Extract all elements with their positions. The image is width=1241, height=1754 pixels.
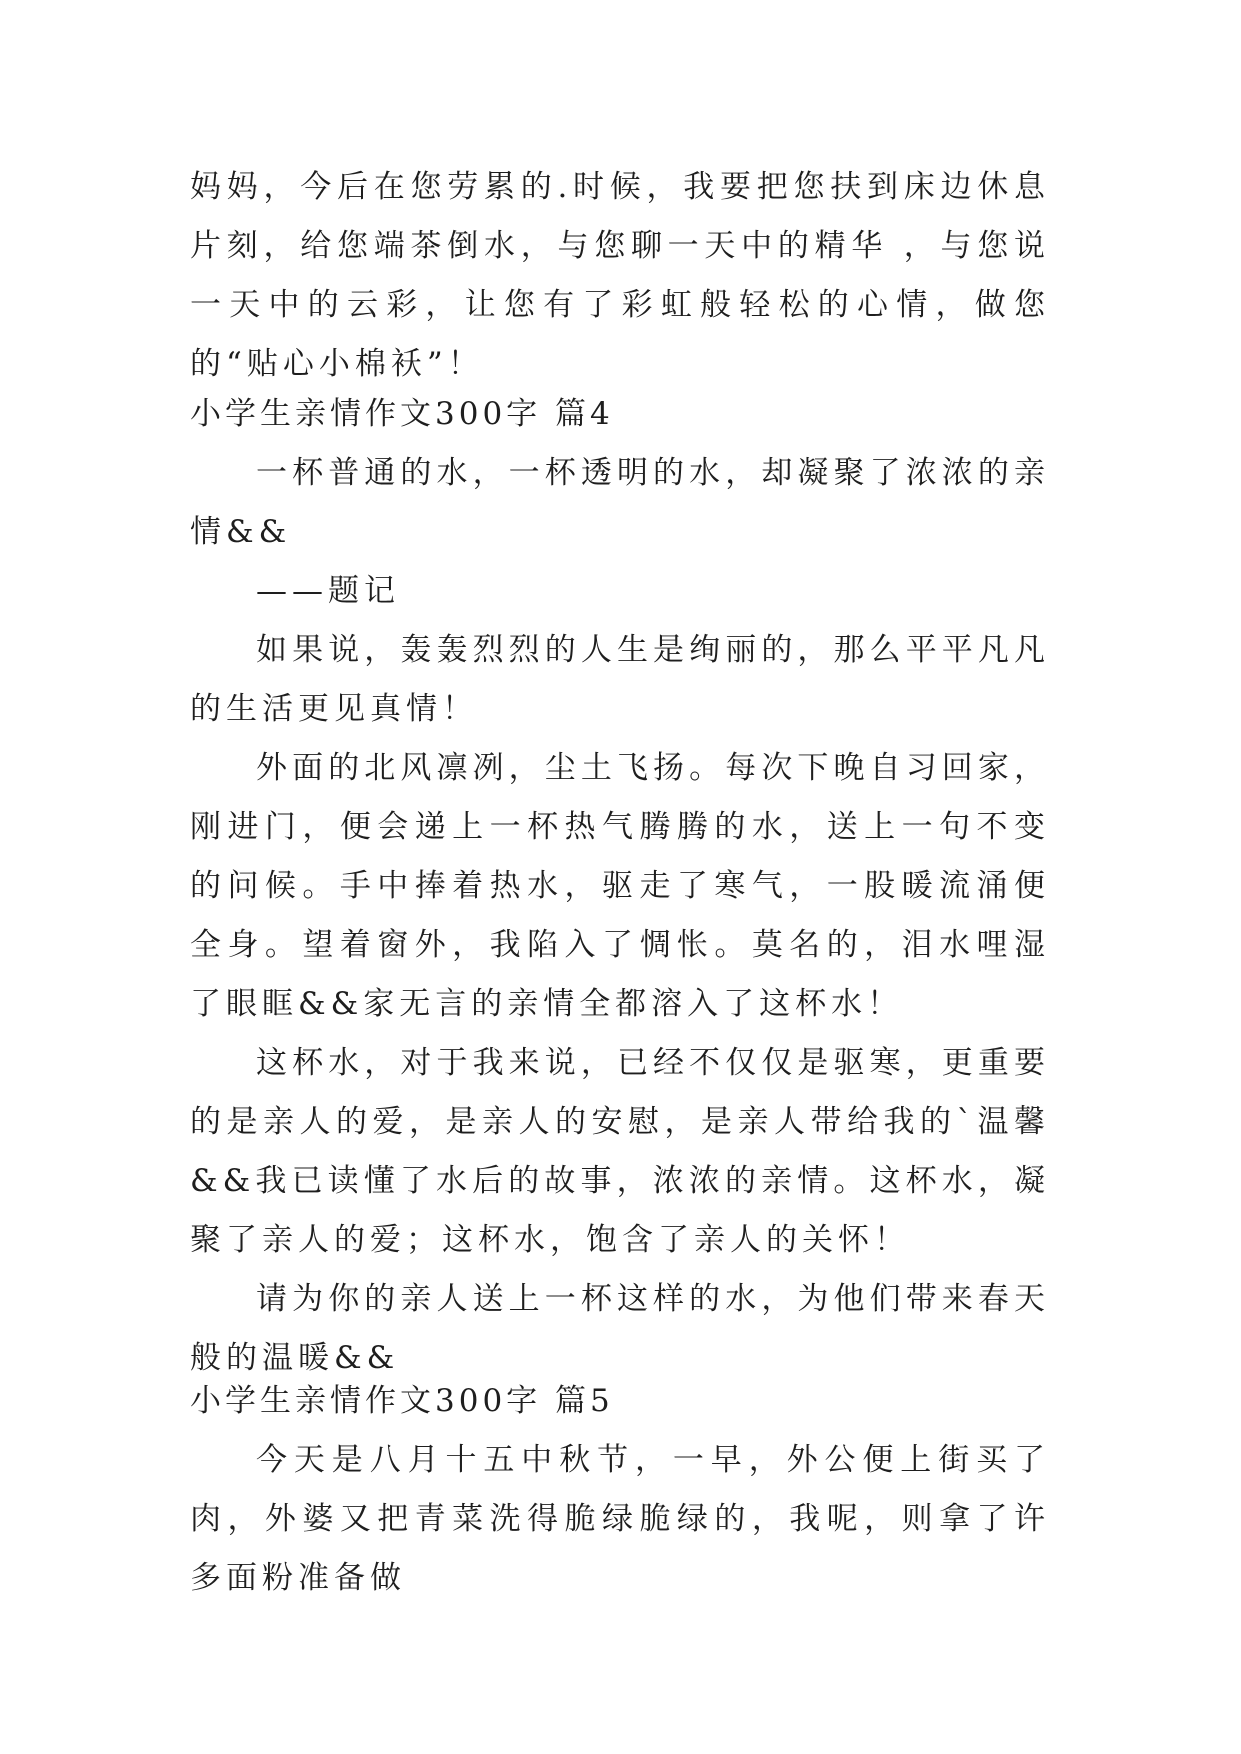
- intro-paragraph: 妈妈，今后在您劳累的.时候，我要把您扶到床边休息片刻，给您端茶倒水，与您聊一天中的精华 ，与您说一天中的云彩，让您有了彩虹般轻松的心情，做您的“贴心小棉袄”！: [190, 169, 1050, 382]
- section-5: [190, 1372, 1050, 1608]
- section-4: [190, 385, 1050, 1388]
- section-4-paragraph: 这杯水，对于我来说，已经不仅仅是驱寒，更重要的是亲人的爱，是亲人的安慰，是亲人带给我的`温馨&&我已读懂了水后的故事，浓浓的亲情。这杯水，凝聚了亲人的爱；这杯水，饱含了亲人的关怀！: [190, 1045, 1050, 1258]
- section-4-paragraph: 外面的北风凛冽，尘土飞扬。每次下晚自习回家，刚进门，便会递上一杯热气腾腾的水，送上一句不变的问候。手中捧着热水，驱走了寒气，一股暖流涌便全身。望着窗外，我陷入了惆怅。莫名的，泪水哩湿了眼眶&&家无言的亲情全都溶入了这杯水！: [190, 750, 1050, 1022]
- section-5-heading: 小学生亲情作文300字 篇5: [190, 1383, 614, 1419]
- section-4-paragraph: 一杯普通的水，一杯透明的水，却凝聚了浓浓的亲情&&: [190, 455, 1050, 550]
- section-5-paragraph: 今天是八月十五中秋节，一早，外公便上街买了肉，外婆又把青菜洗得脆绿脆绿的，我呢，则拿了许多面粉准备做: [190, 1442, 1050, 1596]
- section-4-paragraph: 如果说，轰轰烈烈的人生是绚丽的，那么平平凡凡的生活更见真情！: [190, 632, 1050, 727]
- intro-block: [190, 158, 1050, 394]
- section-4-epigraph-credit: ——题记: [256, 573, 400, 609]
- section-4-paragraph: 请为你的亲人送上一杯这样的水，为他们带来春天般的温暖&&: [190, 1281, 1050, 1376]
- section-4-heading: 小学生亲情作文300字 篇4: [190, 396, 614, 432]
